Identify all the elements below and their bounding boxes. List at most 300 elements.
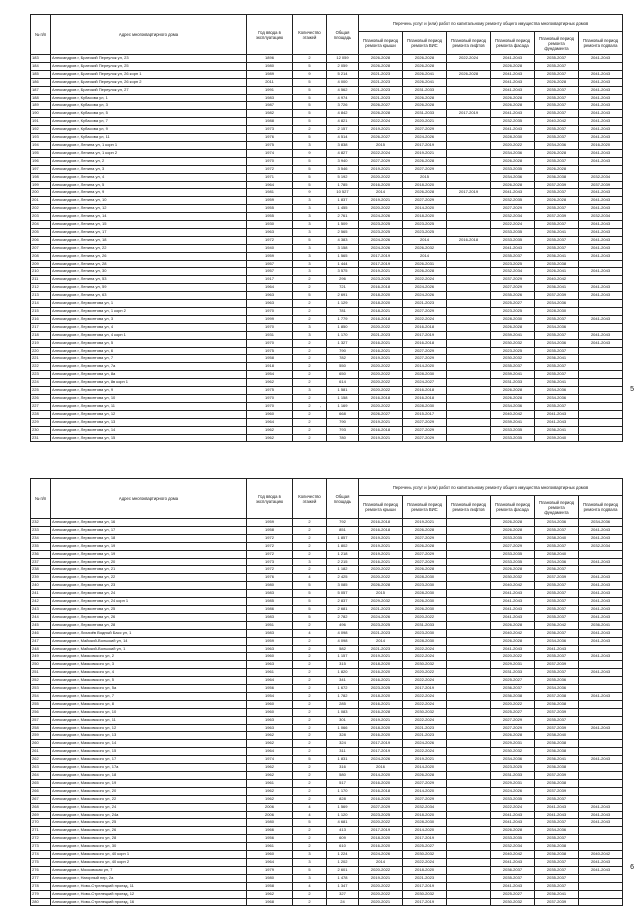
cell-basement	[579, 62, 623, 70]
cell-year: 1964	[247, 181, 293, 189]
cell-vis: 2022-2024	[403, 276, 447, 284]
cell-facade: 2024-2026	[491, 787, 535, 795]
cell-no: 232	[31, 519, 51, 527]
cell-address: Александров г, Лермонтова ул, 8а	[51, 371, 247, 379]
table-row	[31, 677, 623, 685]
cell-facade: 2040-2042	[491, 851, 535, 859]
cell-floors: 2	[293, 724, 327, 732]
cell-foundation: 2035-2037	[535, 866, 579, 874]
cell-roof: 2016-2020	[359, 843, 403, 851]
cell-address: Александров г, Лермонтова ул, 15	[51, 434, 247, 442]
cell-floors: 5	[293, 62, 327, 70]
cell-foundation: 2036-2038	[535, 740, 579, 748]
cell-vis: 2027-2029	[403, 434, 447, 442]
cell-basement: 2041-2043	[579, 637, 623, 645]
page-6	[30, 478, 622, 906]
header-address: Адрес многоквартирного дома	[51, 479, 247, 519]
cell-area: 1 831	[327, 756, 359, 764]
cell-year: 1918	[247, 363, 293, 371]
cell-address: Александров г, Лермонтова ул, 4	[51, 323, 247, 331]
table-row	[31, 62, 623, 70]
cell-foundation: 2035-2037	[535, 835, 579, 843]
table-row	[31, 598, 623, 606]
cell-year: 1917	[247, 276, 293, 284]
cell-year: 1960	[247, 653, 293, 661]
cell-area: 4 974	[327, 94, 359, 102]
cell-area: 5 192	[327, 173, 359, 181]
table-row	[31, 268, 623, 276]
header-year: Год ввода в эксплуатацию	[247, 15, 293, 55]
cell-area: 614	[327, 379, 359, 387]
cell-lifts	[447, 708, 491, 716]
table-row	[31, 534, 623, 542]
cell-roof: 2014	[359, 858, 403, 866]
cell-area: 793	[327, 426, 359, 434]
cell-lifts	[447, 355, 491, 363]
cell-vis: 2026-2028	[403, 772, 447, 780]
cell-floors: 2	[293, 339, 327, 347]
cell-basement	[579, 827, 623, 835]
table-row	[31, 426, 623, 434]
cell-address: Александров г, Лермонтова ул, 1 корп 2	[51, 308, 247, 316]
cell-address: Александров г, Ленина ул, 12	[51, 205, 247, 213]
cell-address: Александров г, Лермонтова ул, 7	[51, 355, 247, 363]
cell-facade: 2041-2043	[491, 819, 535, 827]
cell-no: 251	[31, 669, 51, 677]
cell-foundation: 2035-2037	[535, 882, 579, 890]
cell-year: 1962	[247, 787, 293, 795]
cell-area: 4 827	[327, 149, 359, 157]
cell-roof: 2018-2020	[359, 835, 403, 843]
cell-foundation: 2035-2037	[535, 582, 579, 590]
table-row	[31, 236, 623, 244]
cell-lifts	[447, 732, 491, 740]
cell-lifts: 2017-2019	[447, 189, 491, 197]
cell-no: 190	[31, 110, 51, 118]
table-row	[31, 827, 623, 835]
cell-lifts	[447, 260, 491, 268]
cell-floors: 5	[293, 819, 327, 827]
cell-vis: 2021-2023	[403, 724, 447, 732]
cell-roof: 2020-2022	[359, 387, 403, 395]
cell-roof: 2024-2026	[359, 244, 403, 252]
cell-address: Александров г, Маяковского ул, 7	[51, 692, 247, 700]
cell-roof: 2019-2021	[359, 653, 403, 661]
cell-area: 1 327	[327, 339, 359, 347]
cell-no: 216	[31, 315, 51, 323]
cell-facade: 2031-2033	[491, 669, 535, 677]
cell-basement	[579, 677, 623, 685]
cell-foundation: 2037-2039	[535, 772, 579, 780]
cell-roof: 2024-2026	[359, 756, 403, 764]
cell-roof: 2026-2028	[359, 110, 403, 118]
cell-facade: 2026-2028	[491, 387, 535, 395]
cell-area: 296	[327, 276, 359, 284]
cell-vis: 2028-2030	[403, 819, 447, 827]
cell-facade: 2025-2027	[491, 890, 535, 898]
cell-no: 204	[31, 221, 51, 229]
cell-area: 721	[327, 284, 359, 292]
cell-address: Александров г, Ленина ул, 15	[51, 221, 247, 229]
cell-area: 311	[327, 748, 359, 756]
cell-address: Александров г, Лермонтова ул, 20	[51, 558, 247, 566]
cell-no: 198	[31, 173, 51, 181]
cell-roof: 2016-2021	[359, 558, 403, 566]
cell-area: 4 842	[327, 110, 359, 118]
cell-no: 217	[31, 323, 51, 331]
cell-facade: 2033-2035	[491, 165, 535, 173]
cell-no: 254	[31, 692, 51, 700]
table-row	[31, 284, 623, 292]
cell-basement: 2041-2043	[579, 126, 623, 134]
cell-vis: 2030-2032	[403, 851, 447, 859]
cell-year: 1972	[247, 550, 293, 558]
cell-facade: 2036-2037	[491, 866, 535, 874]
cell-foundation: 2036-2038	[535, 764, 579, 772]
cell-lifts	[447, 874, 491, 882]
cell-address: Александров г, Лермонтова ул, 22	[51, 574, 247, 582]
cell-vis: 2028-2030	[403, 402, 447, 410]
cell-vis: 2027-2029	[403, 534, 447, 542]
cell-lifts	[447, 542, 491, 550]
cell-vis: 2022-2024	[403, 677, 447, 685]
cell-facade: 2025-2027	[491, 708, 535, 716]
cell-basement: 2041-2043	[579, 605, 623, 613]
cell-area: 1 444	[327, 260, 359, 268]
cell-roof: 2020-2022	[359, 205, 403, 213]
header-floors: Количество этажей	[293, 15, 327, 55]
cell-facade: 2027-2029	[491, 542, 535, 550]
cell-vis: 2018-2020	[403, 213, 447, 221]
cell-year: 1962	[247, 890, 293, 898]
cell-no: 225	[31, 387, 51, 395]
cell-floors: 5	[293, 605, 327, 613]
cell-facade: 2031-2033	[491, 379, 535, 387]
cell-no: 210	[31, 268, 51, 276]
cell-floors: 2	[293, 276, 327, 284]
cell-vis: 2020-2022	[403, 613, 447, 621]
cell-year: 1963	[247, 292, 293, 300]
cell-floors: 2	[293, 434, 327, 442]
cell-foundation: 2041-2043	[535, 811, 579, 819]
cell-vis: 2030-2032	[403, 890, 447, 898]
cell-address: Александров г, Лермонтова ул, 11	[51, 402, 247, 410]
cell-year: 1980	[247, 819, 293, 827]
cell-vis: 2020-2022	[403, 669, 447, 677]
cell-lifts	[447, 890, 491, 898]
cell-year: 1976	[247, 134, 293, 142]
cell-lifts	[447, 418, 491, 426]
table-row	[31, 197, 623, 205]
cell-basement	[579, 550, 623, 558]
cell-no: 268	[31, 803, 51, 811]
cell-floors: 4	[293, 882, 327, 890]
cell-area: 4 383	[327, 236, 359, 244]
cell-floors: 3	[293, 323, 327, 331]
cell-floors: 5	[293, 181, 327, 189]
cell-area: 496	[327, 621, 359, 629]
cell-no: 183	[31, 55, 51, 63]
cell-address: Александров г, Майский-Вольский ул, 14	[51, 637, 247, 645]
table-row	[31, 315, 623, 323]
cell-facade: 2033-2035	[491, 558, 535, 566]
table-row	[31, 402, 623, 410]
cell-roof: 2020-2022	[359, 566, 403, 574]
cell-no: 202	[31, 205, 51, 213]
cell-basement	[579, 418, 623, 426]
cell-year: 1976	[247, 574, 293, 582]
cell-basement	[579, 716, 623, 724]
cell-floors: 2	[293, 526, 327, 534]
cell-foundation: 2026-2028	[535, 197, 579, 205]
cell-basement: 2041-2043	[579, 78, 623, 86]
cell-basement	[579, 379, 623, 387]
cell-facade: 2041-2043	[491, 244, 535, 252]
cell-vis: 2024-2027	[403, 379, 447, 387]
cell-vis: 2014	[403, 236, 447, 244]
cell-facade: 2037-2029	[491, 276, 535, 284]
cell-address: Александров г, Ленина ул, 4	[51, 173, 247, 181]
cell-basement: 2041-2043	[579, 284, 623, 292]
cell-foundation: 2037-2039	[535, 574, 579, 582]
cell-basement	[579, 708, 623, 716]
cell-facade: 2026-2028	[491, 827, 535, 835]
cell-basement: 2041-2043	[579, 558, 623, 566]
cell-year: 1975	[247, 347, 293, 355]
cell-year: 1954	[247, 692, 293, 700]
cell-basement: 2041-2043	[579, 756, 623, 764]
cell-roof: 2016-2018	[359, 519, 403, 527]
cell-no: 242	[31, 598, 51, 606]
cell-lifts: 2016-2018	[447, 236, 491, 244]
cell-vis: 2025-2027	[403, 843, 447, 851]
cell-no: 209	[31, 260, 51, 268]
cell-basement	[579, 795, 623, 803]
cell-no: 192	[31, 126, 51, 134]
cell-basement: 2041-2043	[579, 653, 623, 661]
cell-roof: 2029-2032	[359, 598, 403, 606]
table-row	[31, 173, 623, 181]
cell-basement	[579, 387, 623, 395]
cell-area: 4 821	[327, 118, 359, 126]
cell-floors: 3	[293, 205, 327, 213]
cell-lifts: 2022-2024	[447, 55, 491, 63]
cell-roof: 2018-2020	[359, 661, 403, 669]
cell-vis: 2021-2023	[403, 874, 447, 882]
cell-vis: 2017-2019	[403, 835, 447, 843]
table-row	[31, 811, 623, 819]
cell-lifts	[447, 228, 491, 236]
cell-floors: 2	[293, 779, 327, 787]
cell-basement	[579, 740, 623, 748]
cell-year: 1955	[247, 205, 293, 213]
cell-lifts	[447, 300, 491, 308]
table-row	[31, 882, 623, 890]
cell-roof: 2019-2021	[359, 165, 403, 173]
cell-roof: 2017-2019	[359, 748, 403, 756]
cell-year: 1980	[247, 874, 293, 882]
cell-area: 1 218	[327, 550, 359, 558]
cell-lifts	[447, 740, 491, 748]
cell-address: Александров г, Ленина ул, 10	[51, 197, 247, 205]
table-row	[31, 851, 623, 859]
header-address: Адрес многоквартирного дома	[51, 15, 247, 55]
table-row	[31, 613, 623, 621]
cell-area: 4 098	[327, 637, 359, 645]
cell-floors: 5	[293, 118, 327, 126]
cell-basement: 2041-2043	[579, 803, 623, 811]
cell-roof: 2022-2024	[359, 149, 403, 157]
cell-vis: 2026-2028	[403, 157, 447, 165]
table-body	[31, 55, 623, 442]
cell-vis: 2024-2026	[403, 292, 447, 300]
cell-no: 246	[31, 629, 51, 637]
table-row	[31, 331, 623, 339]
cell-lifts	[447, 566, 491, 574]
cell-foundation: 2040-2042	[535, 276, 579, 284]
cell-roof: 2024-2026	[359, 613, 403, 621]
cell-foundation: 2034-2036	[535, 827, 579, 835]
cell-area: 2 565	[327, 228, 359, 236]
cell-facade: 2026-2028	[491, 526, 535, 534]
cell-vis: 2024-2026	[403, 740, 447, 748]
cell-lifts	[447, 339, 491, 347]
cell-no: 233	[31, 526, 51, 534]
header-roof: Плановый период ремонта крыши	[359, 496, 403, 519]
header-basement: Плановый период ремонта подвала	[579, 496, 623, 519]
cell-area: 3 726	[327, 102, 359, 110]
cell-floors: 5	[293, 173, 327, 181]
cell-lifts	[447, 173, 491, 181]
cell-year: 1972	[247, 165, 293, 173]
cell-facade: 2022-2024	[491, 221, 535, 229]
cell-lifts	[447, 244, 491, 252]
cell-address: Александров г, Лермонтова ул, 14	[51, 426, 247, 434]
header-basement: Плановый период ремонта подвала	[579, 32, 623, 55]
cell-year: 1940	[247, 244, 293, 252]
cell-year: 1962	[247, 434, 293, 442]
cell-basement: 2041-2043	[579, 244, 623, 252]
cell-vis: 2026-2030	[403, 605, 447, 613]
cell-area: 1 837	[327, 197, 359, 205]
cell-floors: 2	[293, 700, 327, 708]
table-row	[31, 205, 623, 213]
cell-year: 1958	[247, 355, 293, 363]
cell-basement	[579, 874, 623, 882]
cell-basement: 2041-2043	[579, 228, 623, 236]
cell-address: Александров г, Лермонтова ул, 21	[51, 566, 247, 574]
cell-floors: 2	[293, 748, 327, 756]
cell-year: 1975	[247, 387, 293, 395]
cell-address: Александров г, Маяковского ул, 11	[51, 716, 247, 724]
cell-roof: 2023-2025	[359, 221, 403, 229]
cell-area: 1 478	[327, 874, 359, 882]
cell-basement	[579, 426, 623, 434]
cell-facade: 2030-2032	[491, 898, 535, 906]
header-foundation: Плановый период ремонта фундамента	[535, 496, 579, 519]
cell-roof: 2021-2023	[359, 645, 403, 653]
cell-floors: 2	[293, 308, 327, 316]
cell-vis: 2023-2030	[403, 582, 447, 590]
table-row	[31, 70, 623, 78]
cell-lifts: 2026-2028	[447, 70, 491, 78]
cell-roof: 2016-2021	[359, 347, 403, 355]
cell-basement: 2041-2043	[579, 70, 623, 78]
table-row	[31, 228, 623, 236]
cell-year: 1959	[247, 252, 293, 260]
cell-vis: 2026-2028	[403, 102, 447, 110]
cell-area: 24	[327, 898, 359, 906]
cell-area: 1 782	[327, 692, 359, 700]
cell-foundation: 2035-2037	[535, 331, 579, 339]
cell-foundation: 2036-2037	[535, 566, 579, 574]
cell-floors: 5	[293, 86, 327, 94]
table-row	[31, 779, 623, 787]
cell-no: 249	[31, 653, 51, 661]
cell-floors: 2	[293, 835, 327, 843]
cell-no: 275	[31, 858, 51, 866]
cell-address: Александров г, Ленина ул, 30	[51, 268, 247, 276]
cell-address: Александров г, Маяковского ул, 24а	[51, 811, 247, 819]
cell-foundation: 2036-2038	[535, 843, 579, 851]
cell-floors: 3	[293, 387, 327, 395]
cell-foundation: 2034-2036	[535, 519, 579, 527]
cell-vis: 2027-2029	[403, 550, 447, 558]
cell-floors: 3	[293, 260, 327, 268]
cell-foundation: 2037-2039	[535, 181, 579, 189]
cell-basement	[579, 394, 623, 402]
cell-floors: 3	[293, 331, 327, 339]
header-vis: Плановый период ремонта ВИС	[403, 496, 447, 519]
cell-vis: 2028-2030	[403, 637, 447, 645]
cell-lifts	[447, 371, 491, 379]
cell-basement	[579, 371, 623, 379]
cell-area: 1 569	[327, 803, 359, 811]
cell-floors: 3	[293, 141, 327, 149]
cell-foundation: 2034-2036	[535, 637, 579, 645]
cell-no: 267	[31, 795, 51, 803]
table-row	[31, 558, 623, 566]
cell-vis: 2027-2029	[403, 795, 447, 803]
cell-area: 668	[327, 410, 359, 418]
cell-address: Александров г, Лермонтова ул, 12	[51, 410, 247, 418]
cell-vis: 2022-2024	[403, 748, 447, 756]
table-row	[31, 410, 623, 418]
cell-vis: 2017-2019	[403, 882, 447, 890]
cell-floors: 3	[293, 268, 327, 276]
cell-vis: 2018-2020	[403, 181, 447, 189]
cell-vis: 2026-2032	[403, 244, 447, 252]
page-5	[30, 14, 622, 442]
cell-lifts	[447, 410, 491, 418]
cell-basement: 2041-2043	[579, 110, 623, 118]
cell-vis: 2014	[403, 252, 447, 260]
table-row	[31, 708, 623, 716]
table-row	[31, 221, 623, 229]
cell-lifts	[447, 534, 491, 542]
cell-floors: 4	[293, 629, 327, 637]
cell-basement	[579, 566, 623, 574]
cell-vis: 2022-2024	[403, 858, 447, 866]
cell-foundation: 2035-2036	[535, 677, 579, 685]
cell-basement: 2041-2043	[579, 315, 623, 323]
cell-facade: 2035-2037	[491, 874, 535, 882]
cell-basement: 2041-2043	[579, 582, 623, 590]
cell-year: 1983	[247, 613, 293, 621]
cell-vis: 2018-2020	[403, 866, 447, 874]
cell-no: 261	[31, 748, 51, 756]
cell-lifts	[447, 772, 491, 780]
